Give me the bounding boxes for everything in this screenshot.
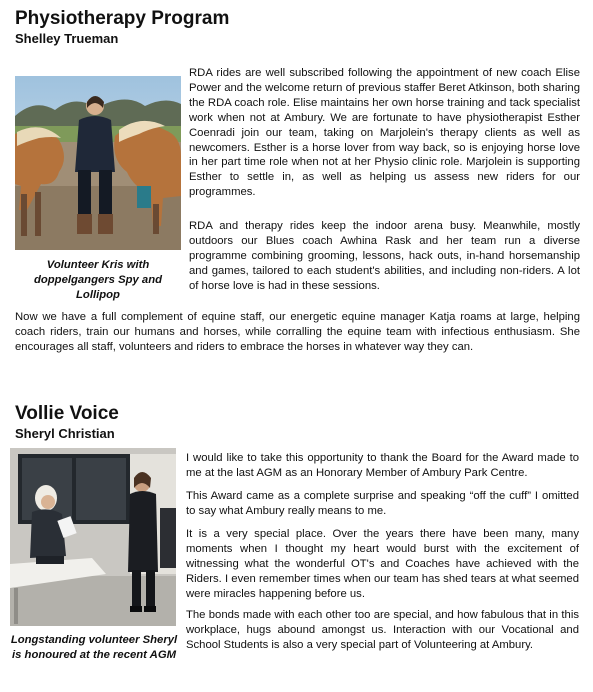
photo-caption-sheryl: Longstanding volunteer Sheryl is honoured at the recent AGM: [10, 634, 178, 661]
section-author-sheryl: Sheryl Christian: [15, 426, 115, 441]
photo-agm-award: [10, 448, 176, 626]
paragraph-special-place: It is a very special place. Over the years there have been many, many moments when I thought my heart would burst with the excitement of witnessing what the wonderful OT's and Coaches have achieved with the Riders. I even remember times when our team has shed tears at what seemed were miracles happening before us.: [186, 528, 579, 600]
photo-volunteer-with-ponies: [15, 76, 181, 250]
paragraph-rda-rides: RDA rides are well subscribed following the appointment of new coach Elise Power and the welcome return of previous staffer Beret Atkinson, both sharing the RDA coach role. Elise maintains her own horse training and tack specialist work when not at Ambury. We are fortunate to have physiotherapist Esther Coenradi join our team, taking on Marjolein's therapy clients as well as newcomers. Esther is a horse lover from way back, so is enjoying horse love in her part time role when not at her Physio clinic role. Marjolein is supporting Esther to settle in, as well as helping us assess new riders for our programmes.: [189, 67, 580, 199]
paragraph-equine-staff: Now we have a full complement of equine staff, our energetic equine manager Katja roams at large, helping coach riders, train our humans and horses, while corralling the equine team with infectious enthusiasm. She encourages all staff, volunteers and riders to embrace the horses in whatever way they can.: [15, 311, 580, 353]
section-author-shelley: Shelley Trueman: [15, 31, 119, 46]
paragraph-award-surprise: This Award came as a complete surprise and speaking “off the cuff” I omitted to say what Ambury really means to me.: [186, 490, 579, 517]
paragraph-thank-board: I would like to take this opportunity to thank the Board for the Award made to me at the last AGM as an Honorary Member of Ambury Park Centre.: [186, 452, 579, 479]
section-title-vollie-voice: Vollie Voice: [15, 403, 119, 424]
paragraph-therapy-rides: RDA and therapy rides keep the indoor arena busy. Meanwhile, mostly outdoors our Blues coach Awhina Rask and her team run a diverse programme combining grooming, lessons, hack outs, in-hand horsemanship and games, tailored to each student's abilities, and including non-riders. A lot of horse love is had in these sessions.: [189, 220, 580, 292]
photo-caption-kris: Volunteer Kris with doppelgangers Spy and Lollipop: [33, 259, 163, 301]
paragraph-bonds: The bonds made with each other too are special, and how fabulous that in this workplace, hugs abound amongst us. Interaction with our Vocational and School Students is also a very special part of Volunteering at Ambury.: [186, 609, 579, 651]
section-title-physiotherapy: Physiotherapy Program: [15, 8, 230, 29]
